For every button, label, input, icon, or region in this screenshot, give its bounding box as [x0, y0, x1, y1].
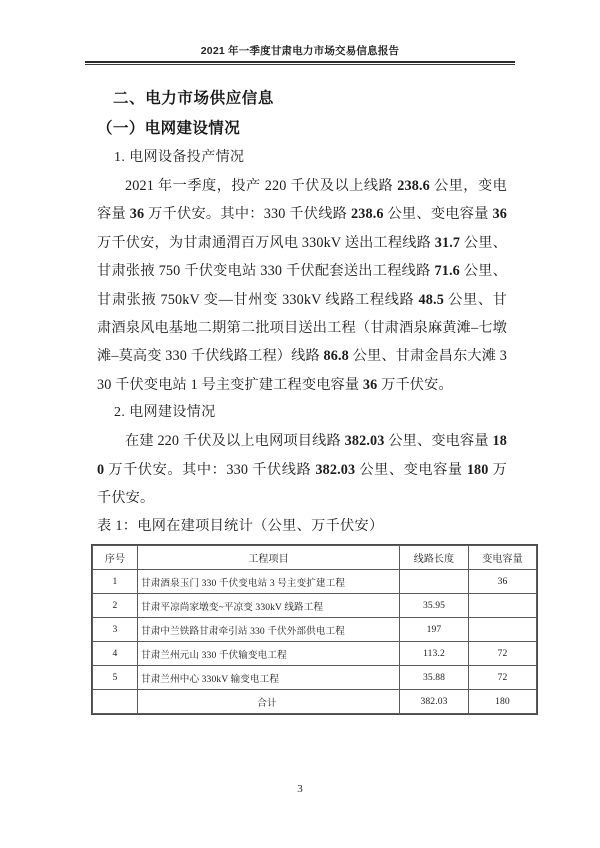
table-row	[93, 642, 537, 666]
cell-index: 1	[93, 570, 138, 594]
table-container	[92, 545, 523, 714]
running-header-title: 2021 年一季度甘肃电力市场交易信息报告	[200, 45, 400, 57]
page-number: 3	[297, 783, 303, 795]
subsection-heading-2: 2. 电网建设情况	[114, 405, 216, 421]
subsection-heading-1: 1. 电网设备投产情况	[114, 150, 245, 165]
column-header-capacity: 变电容量	[469, 546, 537, 570]
section-heading-sub: （一）电网建设情况	[97, 120, 241, 137]
cell-project: 甘肃中兰铁路甘肃牵引站 330 千伏外部供电工程	[138, 618, 400, 642]
table-body	[93, 570, 537, 714]
cell-length	[400, 570, 469, 594]
cell-capacity	[469, 618, 537, 642]
column-header-project: 工程项目	[138, 546, 400, 570]
paragraph-grid-construction: 在建 220 千伏及以上电网项目线路 382.03 公里、变电容量 180 万千伏安。其中：330 千伏线路 382.03 公里、变电容量 180 万千伏安。	[97, 433, 507, 507]
section-heading-major: 二、电力市场供应信息	[113, 90, 275, 107]
document-body	[97, 84, 523, 714]
cell-index: 5	[93, 666, 138, 690]
table-row	[93, 618, 537, 642]
paragraph-equipment-commissioning: 2021 年一季度，投产 220 千伏及以上线路 238.6 公里，变电容量 36 万千伏安。其中：330 千伏线路 238.6 公里、变电容量 36 万千伏安，为甘肃通渭百万风电 330kV 送出工程线路 31.7 公里、甘肃张掖 750 千伏变电站 330 千伏配套送出工程线路 71.6 公里、甘肃张掖 750kV 变—甘州变 330kV 线路工程线路 48.5 公里、甘肃酒泉风电基地二期第二批项目送出工程（甘肃酒泉麻黄滩–七墩滩–莫高变 330 千伏线路工程）线路 86.8 公里、甘肃金昌东大滩 330 千伏变电站 1 号主变扩建工程变电容量 36 万千伏安。	[97, 178, 508, 393]
cell-project: 甘肃兰州元山 330 千伏输变电工程	[138, 642, 400, 666]
cell-capacity	[469, 594, 537, 618]
cell-length: 35.88	[400, 666, 469, 690]
cell-total-label: 合计	[138, 690, 400, 714]
cell-project: 甘肃酒泉玉门 330 千伏变电站 3 号主变扩建工程	[138, 570, 400, 594]
table-row	[93, 666, 537, 690]
cell-index: 3	[93, 618, 138, 642]
cell-capacity: 72	[469, 642, 537, 666]
header-rule-thin	[85, 64, 515, 65]
column-header-length: 线路长度	[400, 546, 469, 570]
grid-projects-table	[92, 545, 537, 714]
cell-capacity: 72	[469, 666, 537, 690]
cell-project: 甘肃平凉尚家墩变~平凉变 330kV 线路工程	[138, 594, 400, 618]
cell-project: 甘肃兰州中心 330kV 输变电工程	[138, 666, 400, 690]
header-rule-thick	[85, 61, 515, 63]
table-header-row	[93, 546, 537, 570]
table-row	[93, 570, 537, 594]
page-header	[85, 44, 515, 65]
table-head	[93, 546, 537, 570]
table-caption: 表 1：电网在建项目统计（公里、万千伏安）	[97, 518, 384, 535]
cell-length: 35.95	[400, 594, 469, 618]
table-row	[93, 594, 537, 618]
cell-total-capacity: 180	[469, 690, 537, 714]
cell-total-length: 382.03	[400, 690, 469, 714]
cell-length: 197	[400, 618, 469, 642]
cell-length: 113.2	[400, 642, 469, 666]
column-header-index: 序号	[93, 546, 138, 570]
cell-index	[93, 690, 138, 714]
cell-index: 2	[93, 594, 138, 618]
cell-index: 4	[93, 642, 138, 666]
cell-capacity: 36	[469, 570, 537, 594]
table-total-row	[93, 690, 537, 714]
